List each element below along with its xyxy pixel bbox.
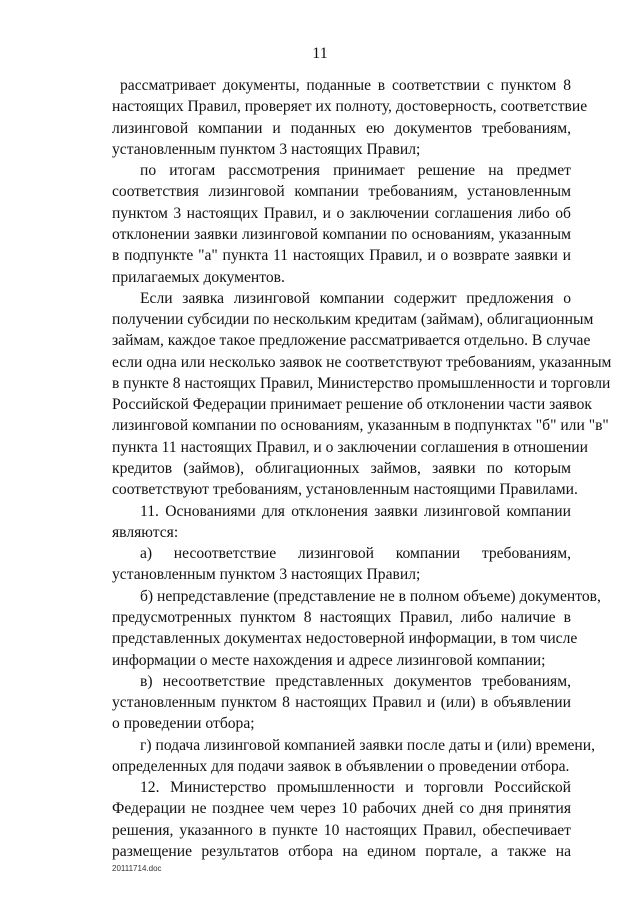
paragraph-line: установленным пунктом 3 настоящих Правил;	[112, 566, 421, 584]
paragraph-line: отклонении заявки лизинговой компании по основаниям, указанным	[112, 225, 571, 243]
paragraph-line: по итогам рассмотрения принимает решение на предмет	[140, 162, 571, 180]
paragraph-line: получении субсидии по нескольким кредитам (займам), облигационным	[112, 311, 594, 329]
paragraph-line: пункта 11 настоящих Правил, и о заключении соглашения в отношении	[112, 438, 588, 456]
paragraph-line: лизинговой компании и поданных ею документов требованиям,	[112, 119, 571, 137]
paragraph-line: 12. Министерство промышленности и торговли Российской	[140, 779, 571, 797]
paragraph-line: если одна или несколько заявок не соответствуют требованиям, указанным	[112, 353, 612, 371]
paragraph-line: лизинговой компании по основаниям, указанным в подпунктах "б" или "в"	[112, 417, 609, 435]
paragraph-line: о проведении отбора;	[112, 715, 255, 733]
paragraph-line: определенных для подачи заявок в объявлении о проведении отбора.	[112, 757, 570, 775]
paragraph-line: в подпункте "а" пункта 11 настоящих Правил, и о возврате заявки и	[112, 247, 571, 265]
paragraph-line: настоящих Правил, проверяет их полноту, достоверность, соответствие	[112, 98, 588, 116]
paragraph-line: займам, каждое такое предложение рассматривается отдельно. В случае	[112, 332, 591, 350]
paragraph-line: пунктом 3 настоящих Правил, и о заключении соглашения либо об	[112, 204, 571, 222]
paragraph-line: кредитов (займов), облигационных займов, заявки по которым	[112, 460, 571, 477]
paragraph-line: соответствуют требованиям, установленным настоящими Правилами.	[112, 481, 578, 499]
page-number: 11	[312, 45, 328, 62]
paragraph-line: установленным пунктом 8 настоящих Правил и (или) в объявлении	[112, 694, 571, 712]
paragraph-line: установленным пунктом 3 настоящих Правил;	[112, 140, 421, 158]
paragraph-line: информации о месте нахождения и адресе лизинговой компании;	[112, 651, 546, 669]
paragraph-line: 11. Основаниями для отклонения заявки лизинговой компании	[140, 502, 571, 520]
paragraph-line: Федерации не позднее чем через 10 рабочих дней со дня принятия	[112, 800, 571, 818]
paragraph-line: Российской Федерации принимает решение об отклонении части заявок	[112, 396, 592, 414]
paragraph-line: г) подача лизинговой компанией заявки после даты и (или) времени,	[140, 736, 596, 754]
paragraph-line: решения, указанного в пункте 10 настоящих Правил, обеспечивает	[112, 821, 571, 839]
file-name-footer: 20111714.doc	[112, 864, 162, 873]
paragraph-line: б) непредставление (представление не в полном объеме) документов,	[140, 587, 601, 605]
paragraph-line: рассматривает документы, поданные в соответствии с пунктом 8	[120, 77, 571, 94]
paragraph-line: представленных документах недостоверной информации, в том числе	[112, 630, 578, 648]
paragraph-line: являются:	[112, 523, 179, 541]
paragraph-line: прилагаемых документов.	[112, 268, 285, 286]
paragraph-line: Если заявка лизинговой компании содержит предложения о	[140, 289, 571, 307]
paragraph-line: предусмотренных пунктом 8 настоящих Правил, либо наличие в	[112, 608, 571, 626]
paragraph-line: а) несоответствие лизинговой компании требованиям,	[140, 545, 571, 563]
paragraph-line: в пункте 8 настоящих Правил, Министерство промышленности и торговли	[112, 374, 611, 392]
paragraph-line: размещение результатов отбора на едином портале, а также на	[112, 843, 571, 860]
paragraph-line: соответствия лизинговой компании требованиям, установленным	[112, 183, 571, 201]
paragraph-line: в) несоответствие представленных документов требованиям,	[140, 672, 571, 690]
